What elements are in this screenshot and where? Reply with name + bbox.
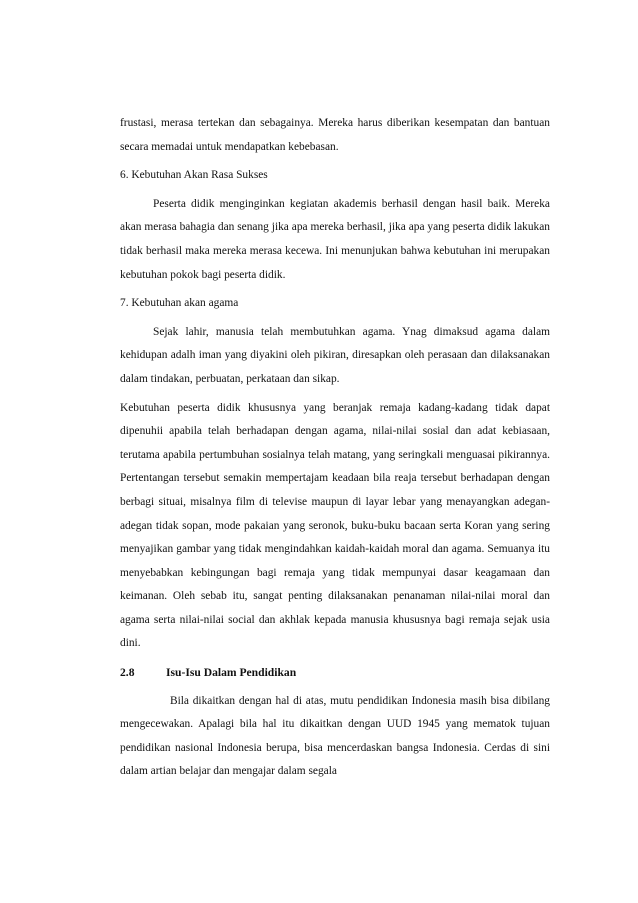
paragraph-agama: Sejak lahir, manusia telah membutuhkan agama. Ynag dimaksud agama dalam kehidupan adalh iman yang diyakini oleh pikiran, diresapkan oleh perasaan dan dilaksanakan dalam tindakan, perbuatan, perkataan dan sikap.	[120, 325, 550, 385]
paragraph-rasa-sukses: Peserta didik menginginkan kegiatan akademis berhasil dengan hasil baik. Mereka akan merasa bahagia dan senang jika apa mereka berhasil, jika apa yang peserta didik lakukan tidak berhasil maka mereka merasa kecewa. Ini menunjukan bahwa kebutuhan ini merupakan kebutuhan pokok bagi peserta didik.	[120, 197, 550, 281]
paragraph-isu-pendidikan: Bila dikaitkan dengan hal di atas, mutu pendidikan Indonesia masih bisa dibilang mengecewakan. Apalagi bila hal itu dikaitkan dengan UUD 1945 yang mematok tujuan pendidikan nasional Indonesia berupa, bisa mencerdaskan bangsa Indonesia. Cerdas di sini dalam artian belajar dan mengajar dalam segala	[120, 694, 550, 778]
paragraph-remaja: Kebutuhan peserta didik khususnya yang beranjak remaja kadang-kadang tidak dapat dipenuhii apabila telah berhadapan dengan agama, nilai-nilai sosial dan adat kebiasaan, terutama apabila pertumbuhan sosialnya telah matang, yang seringkali menguasai pikirannya. Pertentangan tersebut semakin mempertajam keadaan bila reaja tersebut berhadapan dengan berbagi situai, misalnya film di televise maupun di layar lebar yang menayangkan adegan-adegan tidak sopan, mode pakaian yang seronok, buku-buku bacaan serta Koran yang sering menyajikan gambar yang tidak mengindahkan kaidah-kaidah moral dan agama. Semuanya itu menyebabkan kebingungan bagi remaja yang tidak mempunyai dasar keagamaan dan keimanan. Oleh sebab itu, sangat penting dilaksanakan penanaman nilai-nilai moral dan agama serta nilai-nilai social dan akhlak kepada manusia khususnya bagi remaja sejak usia dini.	[120, 401, 550, 650]
heading-agama: 7. Kebutuhan akan agama	[120, 297, 239, 310]
heading-rasa-sukses: 6. Kebutuhan Akan Rasa Sukses	[120, 169, 268, 182]
section-heading	[120, 661, 550, 685]
section-number: 2.8	[120, 666, 135, 680]
paragraph-continuation: frustasi, merasa tertekan dan sebagainya. Mereka harus diberikan kesempatan dan bantuan secara memadai untuk mendapatkan kebebasan.	[120, 117, 550, 153]
section-title: Isu-Isu Dalam Pendidikan	[166, 666, 297, 680]
